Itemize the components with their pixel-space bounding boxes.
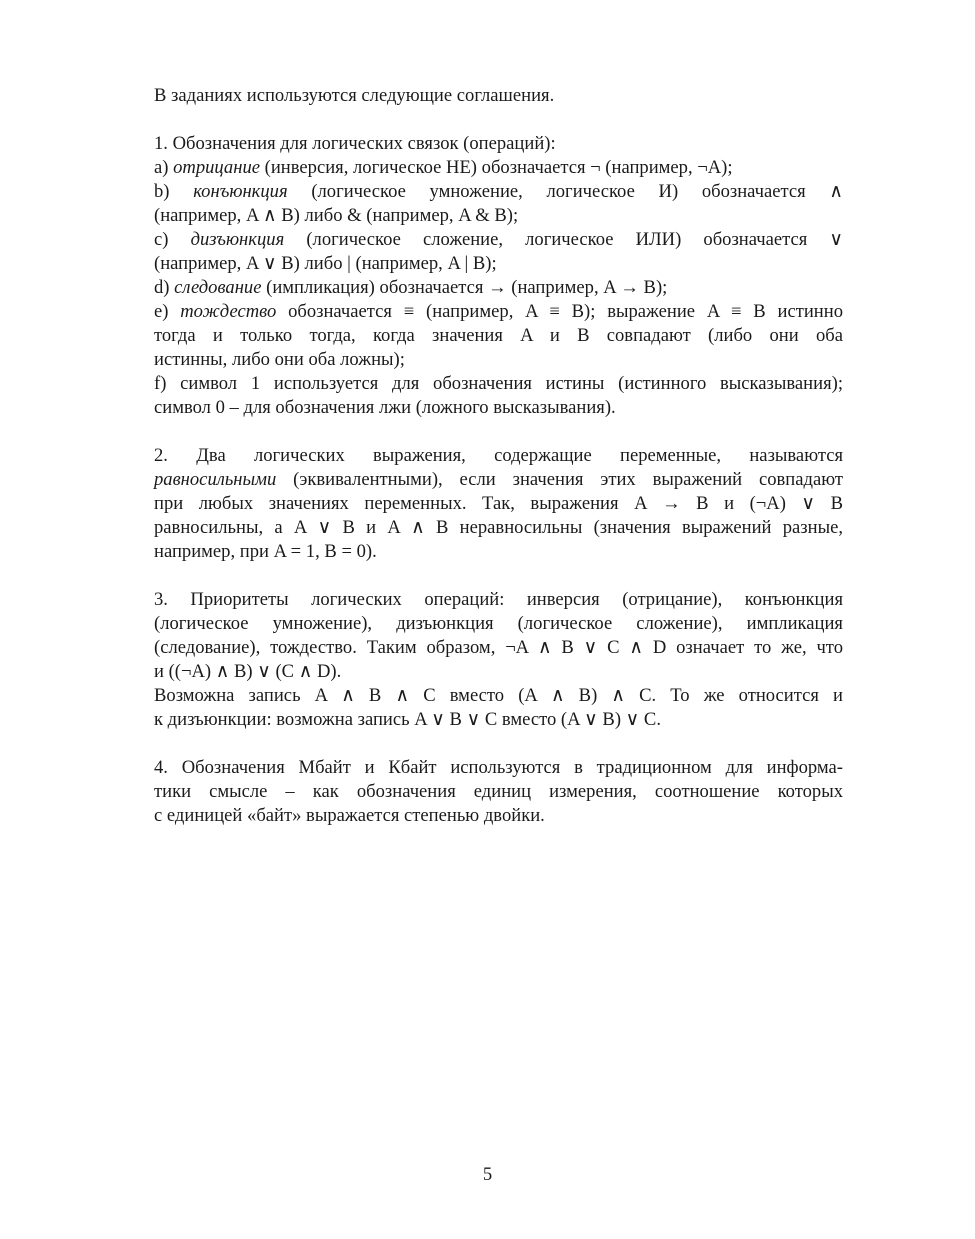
item-e-prefix: e) xyxy=(154,301,181,322)
section-3-line-4: и ((¬A) ∧ B) ∨ (C ∧ D). xyxy=(154,661,342,682)
section-3-line-5: Возможна запись A ∧ B ∧ C вместо (A ∧ B) ∧ C. То же относится и xyxy=(154,685,843,706)
spacer xyxy=(154,420,843,444)
section-2-line-2-text: (эквивалентными), если значения этих выражений совпадают xyxy=(276,469,843,490)
section-4 xyxy=(154,756,843,828)
item-b-prefix: b) xyxy=(154,181,194,202)
item-a-term: отрицание xyxy=(173,157,261,178)
item-d-prefix: d) xyxy=(154,277,175,298)
section-2-line-3: при любых значениях переменных. Так, выражения A → B и (¬A) ∨ B xyxy=(154,493,843,514)
section-3-line-3: (следование), тождество. Таким образом, ¬A ∧ B ∨ C ∧ D означает то же, что xyxy=(154,637,843,658)
spacer xyxy=(154,564,843,588)
page-number: 5 xyxy=(482,1164,493,1185)
item-b-text: (логическое умножение, логическое И) обозначается ∧ xyxy=(287,181,843,202)
section-4-line-1: 4. Обозначения Мбайт и Кбайт используются в традиционном для информа- xyxy=(154,757,843,778)
section-2 xyxy=(154,444,843,564)
item-b-line-2: (например, A ∧ B) либо & (например, A & B); xyxy=(154,205,519,226)
item-f-line-1: f) символ 1 используется для обозначения истины (истинного высказывания); xyxy=(154,373,843,394)
item-d-text: (импликация) обозначается → (например, A → B); xyxy=(261,277,668,298)
item-e-line-3: истинны, либо они оба ложны); xyxy=(154,349,405,370)
item-a-text: (инверсия, логическое НЕ) обозначается ¬ (например, ¬A); xyxy=(260,157,733,178)
item-b-line-1 xyxy=(154,180,843,204)
section-2-line-4: равносильны, а A ∨ B и A ∧ B неравносильны (значения выражений разные, xyxy=(154,517,843,538)
document-page xyxy=(154,84,843,828)
item-f-line-2: символ 0 – для обозначения лжи (ложного высказывания). xyxy=(154,397,616,418)
section-4-line-2: тики смысле – как обозначения единиц измерения, соотношение которых xyxy=(154,781,843,802)
item-c-text: (логическое сложение, логическое ИЛИ) обозначается ∨ xyxy=(284,229,844,250)
item-d xyxy=(154,276,843,300)
section-1 xyxy=(154,132,843,420)
section-1-heading: 1. Обозначения для логических связок (операций): xyxy=(154,133,556,154)
item-a-prefix: a) xyxy=(154,157,174,178)
section-3-line-6: к дизъюнкции: возможна запись A ∨ B ∨ C вместо (A ∨ B) ∨ C. xyxy=(154,709,661,730)
section-2-line-5: например, при A = 1, B = 0). xyxy=(154,541,377,562)
item-a xyxy=(154,156,843,180)
section-2-line-1: 2. Два логических выражения, содержащие переменные, называются xyxy=(154,445,843,466)
item-c-prefix: c) xyxy=(154,229,191,250)
spacer xyxy=(154,732,843,756)
section-3-line-1: 3. Приоритеты логических операций: инверсия (отрицание), конъюнкция xyxy=(154,589,843,610)
section-3-line-2: (логическое умножение), дизъюнкция (логическое сложение), импликация xyxy=(154,613,843,634)
item-e-term: тождество xyxy=(180,301,277,322)
item-e-line-2: тогда и только тогда, когда значения A и B совпадают (либо они оба xyxy=(154,325,843,346)
section-2-term: равносильными xyxy=(154,469,277,490)
item-c-line-2: (например, A ∨ B) либо | (например, A | B); xyxy=(154,253,497,274)
item-c-term: дизъюнкция xyxy=(190,229,285,250)
item-c-line-1 xyxy=(154,228,843,252)
spacer xyxy=(154,108,843,132)
section-3 xyxy=(154,588,843,732)
section-2-line-2 xyxy=(154,468,843,492)
item-e-text: обозначается ≡ (например, A ≡ B); выражение A ≡ B истинно xyxy=(276,301,843,322)
intro-line: В заданиях используются следующие соглашения. xyxy=(154,85,555,106)
item-d-term: следование xyxy=(174,277,262,298)
item-b-term: конъюнкция xyxy=(193,181,288,202)
item-e-line-1 xyxy=(154,300,843,324)
section-4-line-3: с единицей «байт» выражается степенью двойки. xyxy=(154,805,545,826)
